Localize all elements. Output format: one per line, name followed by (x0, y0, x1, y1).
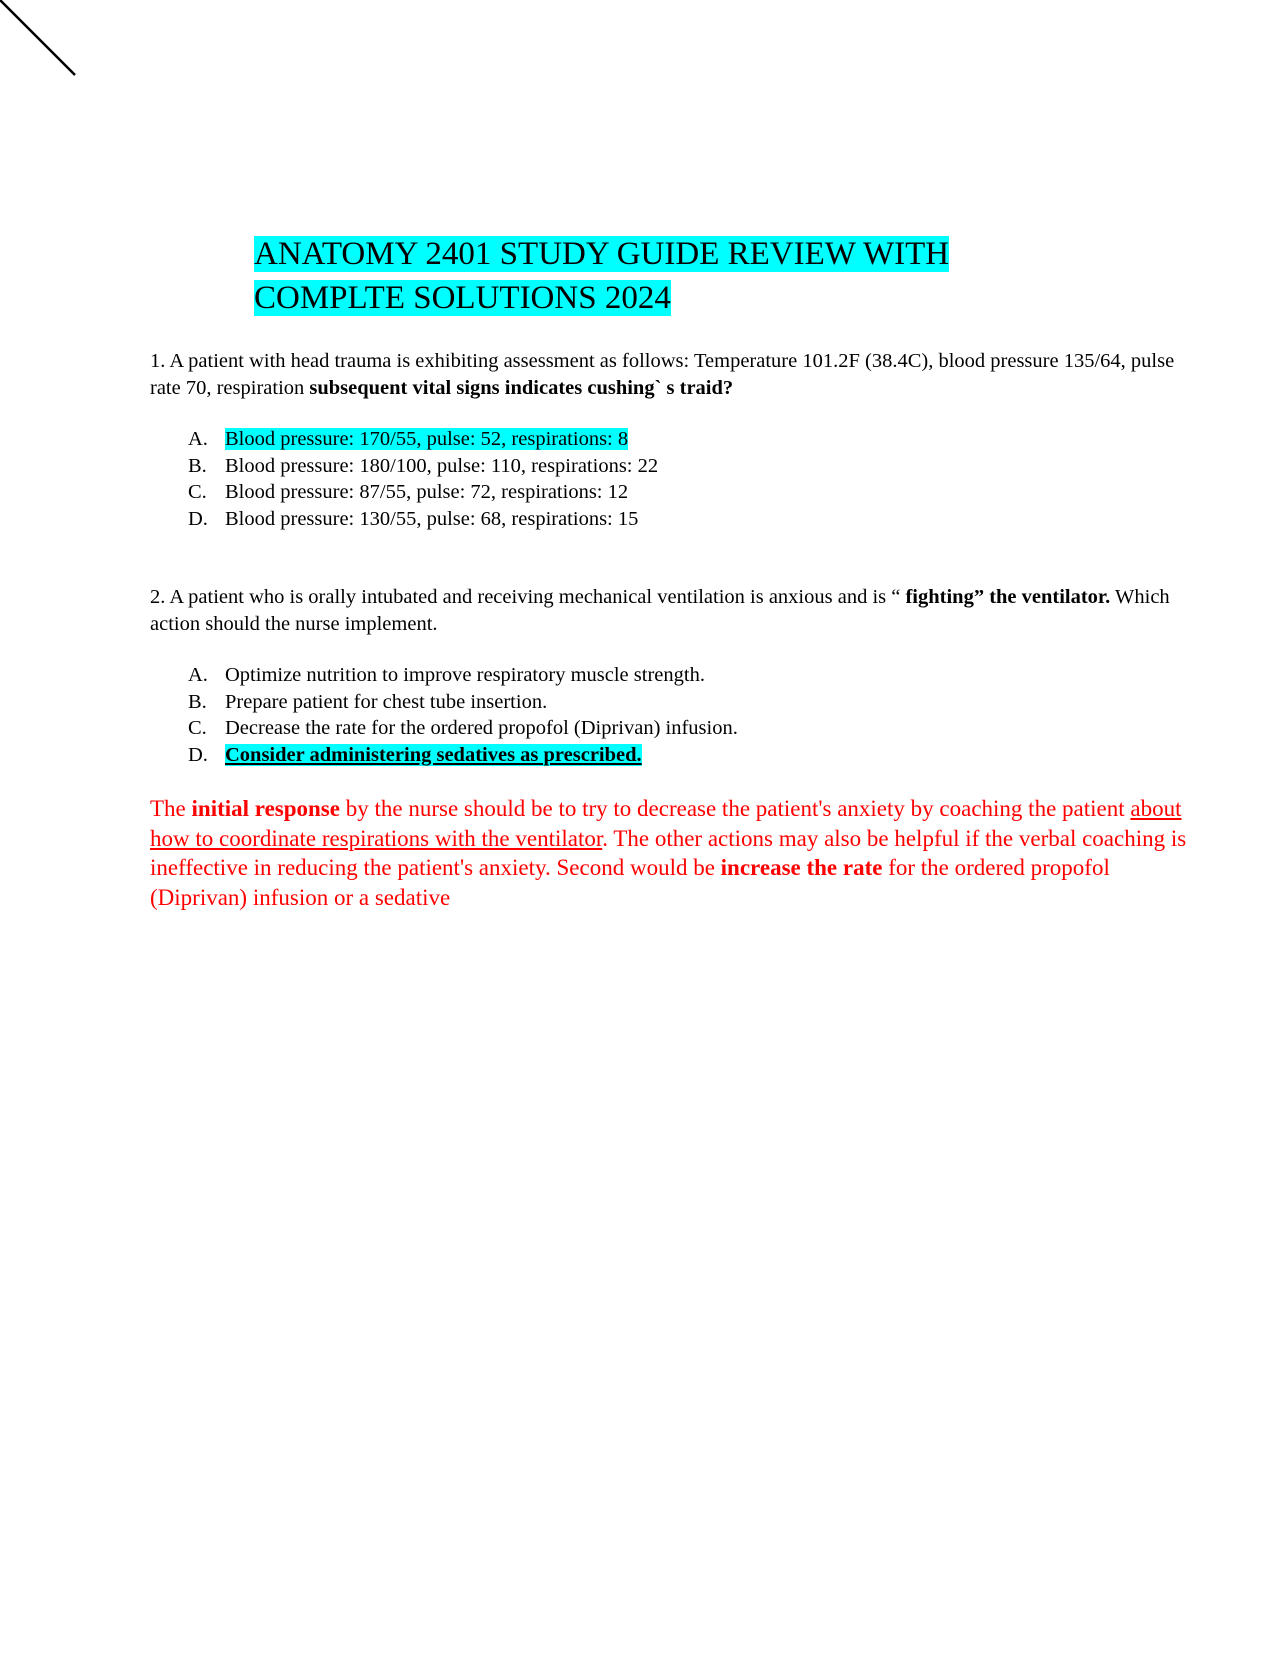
question-2-text: 2. A patient who is orally intubated and receiving mechanical ventilation is anxious and is “ (150, 586, 906, 608)
question-2-options (150, 662, 1200, 768)
q1-option-a-text (225, 426, 628, 453)
q1-option-d-text: Blood pressure: 130/55, pulse: 68, respirations: 15 (225, 507, 639, 530)
question-1-bold-text: subsequent vital signs indicates cushing` s traid? (309, 377, 734, 399)
question-2-bold-text: fighting” the ventilator. (905, 586, 1111, 608)
answer-explanation (150, 794, 1200, 912)
question-1-options (150, 426, 1200, 532)
q1-option-c (188, 479, 1200, 506)
explanation-underline-1: about how to coordinate respirations with the ventilator (150, 796, 1182, 851)
q2-option-a-text: Optimize nutrition to improve respiratory muscle strength. (225, 664, 705, 686)
corner-diagonal-line (0, 0, 80, 80)
q2-option-b-text: Prepare patient for chest tube insertion. (225, 690, 548, 713)
q2-option-a-letter: A. (188, 664, 208, 686)
q1-option-c-letter: C. (188, 481, 207, 503)
q2-option-d-text (225, 742, 642, 769)
q2-option-d-letter: D. (188, 743, 208, 766)
title-line-1: ANATOMY 2401 STUDY GUIDE REVIEW WITH (254, 236, 950, 272)
question-1 (150, 348, 1200, 402)
q2-option-a (188, 662, 1200, 689)
title-line-2: COMPLTE SOLUTIONS 2024 (254, 280, 671, 316)
document-title (254, 232, 1200, 320)
explanation-text-4: for the ordered propofol (Diprivan) infusion or a sedative (150, 855, 1110, 910)
q2-option-b (188, 689, 1200, 716)
q1-option-b (188, 453, 1200, 480)
q1-option-d (188, 506, 1200, 533)
explanation-bold-2: increase the rate (720, 855, 883, 880)
q1-option-a (188, 426, 1200, 453)
question-1-text: 1. A patient with head trauma is exhibiting assessment as follows: Temperature 101.2F (38.4C), blood pressure 135/64, pulse rate 70, respiration (150, 350, 1175, 399)
q1-option-c-text: Blood pressure: 87/55, pulse: 72, respirations: 12 (225, 481, 629, 503)
q1-option-d-letter: D. (188, 507, 208, 530)
q1-option-a-letter: A. (188, 428, 208, 450)
q2-option-d (188, 742, 1200, 769)
q1-option-b-letter: B. (188, 454, 207, 477)
question-2-text-end: Which action should the nurse implement. (150, 586, 1170, 635)
question-2 (150, 584, 1200, 638)
q2-option-c-letter: C. (188, 717, 207, 739)
q1-option-b-text: Blood pressure: 180/100, pulse: 110, respirations: 22 (225, 454, 659, 477)
explanation-text-3: . The other actions may also be helpful if the verbal coaching is ineffective in reducing the patient's anxiety. Second would be (150, 825, 1187, 880)
explanation-text-2: by the nurse should be to try to decrease the patient's anxiety by coaching the patient (339, 796, 1131, 821)
q2-option-d-highlighted-answer: Consider administering sedatives as prescribed. (225, 743, 642, 766)
q1-option-a-highlighted-answer: Blood pressure: 170/55, pulse: 52, respirations: 8 (225, 428, 629, 450)
q2-option-c (188, 715, 1200, 742)
explanation-text-1: The (150, 796, 192, 821)
explanation-bold-1: initial response (191, 796, 340, 821)
q2-option-c-text: Decrease the rate for the ordered propofol (Diprivan) infusion. (225, 717, 738, 739)
document-page (150, 232, 1200, 935)
q2-option-b-letter: B. (188, 690, 207, 713)
